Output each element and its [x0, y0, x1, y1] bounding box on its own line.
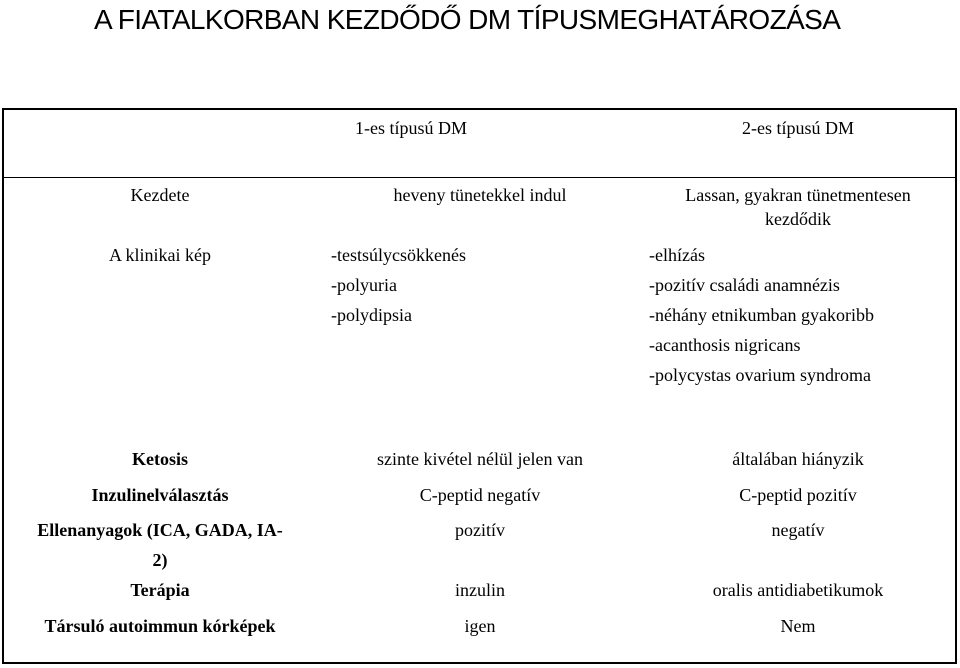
ketosis-type1: szinte kivétel nélül jelen van: [377, 449, 583, 469]
terapia-type1: inzulin: [455, 580, 505, 600]
inzulin-type2: C-peptid pozitív: [739, 485, 857, 505]
kezdete-type2: [685, 183, 910, 231]
list-item: -polydipsia: [331, 305, 412, 325]
col-header-type1: 1-es típusú DM: [355, 118, 467, 138]
tarsulo-type2: Nem: [780, 616, 816, 636]
row-label-terapia: Terápia: [130, 580, 190, 600]
row-label-ketosis: Ketosis: [132, 449, 188, 469]
row-label-tarsulo: Társuló autoimmun kórképek: [44, 616, 276, 636]
ketosis-type2: általában hiányzik: [732, 449, 864, 469]
ellenanyag-type2: negatív: [771, 520, 825, 540]
klinikai-type2-list: [649, 240, 874, 390]
header-divider: [4, 177, 955, 178]
ellenanyag-type1: pozitív: [455, 520, 505, 540]
row-label-kezdete: Kezdete: [130, 185, 190, 205]
row-label-inzulin: Inzulinelválasztás: [91, 485, 229, 505]
ellenanyag-label-line2: 2): [152, 550, 168, 570]
list-item: -acanthosis nigricans: [649, 335, 801, 355]
row-label-ellenanyag: [37, 515, 283, 575]
kezdete-type2-line1: Lassan, gyakran tünetmentesen: [685, 185, 911, 205]
inzulin-type1: C-peptid negatív: [419, 485, 541, 505]
row-label-klinikai: A klinikai kép: [109, 245, 211, 265]
list-item: -polycystas ovarium syndroma: [649, 365, 871, 385]
list-item: -testsúlycsökkenés: [331, 245, 466, 265]
list-item: -elhízás: [649, 245, 705, 265]
list-item: -néhány etnikumban gyakoribb: [649, 305, 874, 325]
tarsulo-type1: igen: [464, 616, 496, 636]
list-item: -polyuria: [331, 275, 397, 295]
ellenanyag-label-line1: Ellenanyagok (ICA, GADA, IA-: [37, 520, 283, 540]
list-item: -pozitív családi anamnézis: [649, 275, 840, 295]
terapia-type2: oralis antidiabetikumok: [712, 580, 884, 600]
klinikai-type1-list: [331, 240, 466, 330]
kezdete-type2-line2: kezdődik: [765, 209, 831, 229]
col-header-type2: 2-es típusú DM: [742, 118, 854, 138]
kezdete-type1: heveny tünetekkel indul: [393, 185, 567, 205]
page-title: A FIATALKORBAN KEZDŐDŐ DM TÍPUSMEGHATÁROZÁSA: [94, 4, 841, 35]
